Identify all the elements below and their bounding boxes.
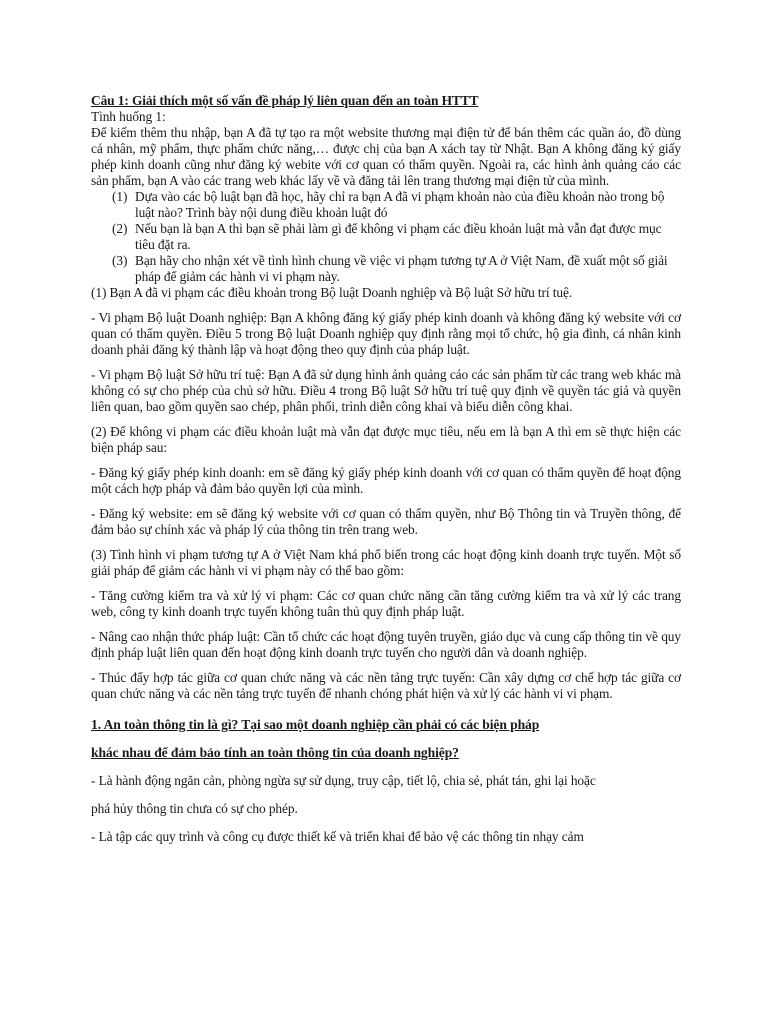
question-title: Câu 1: Giải thích một số vấn đề pháp lý liên quan đến an toàn HTTT: [91, 93, 479, 108]
question-text: Dựa vào các bộ luật bạn đã học, hãy chỉ ra bạn A đã vi phạm khoản nào của điều khoản nào trong bộ luật nào? Trình bày nội dung điều khoản luật đó: [135, 189, 665, 220]
answer-3-point-2: - Nâng cao nhận thức pháp luật: Cần tổ chức các hoạt động tuyên truyền, giáo dục và cung cấp thông tin về quy định pháp luật liên quan đến hoạt động kinh doanh trực tuyến cho người dân và doanh nghiệp.: [91, 629, 681, 660]
answer-2: (2) Để không vi phạm các điều khoản luật mà vẫn đạt được mục tiêu, nếu em là bạn A thì em sẽ thực hiện các biện pháp sau:: [91, 424, 681, 455]
document-body: [91, 93, 681, 845]
answer-2-point-1: - Đăng ký giấy phép kinh doanh: em sẽ đăng ký giấy phép kinh doanh với cơ quan có thẩm quyền để hoạt động một cách hợp pháp và đảm bảo quyền lợi của mình.: [91, 465, 681, 496]
question-text: Bạn hãy cho nhận xét về tình hình chung về việc vi phạm tương tự A ở Việt Nam, đề xuất một số giải pháp để giảm các hành vi vi phạm này.: [135, 253, 668, 284]
section-heading-line-2: khác nhau để đảm bảo tính an toàn thông tin của doanh nghiệp?: [91, 745, 459, 760]
answer-3: (3) Tình hình vi phạm tương tự A ở Việt Nam khá phổ biến trong các hoạt động kinh doanh trực tuyến. Một số giải pháp để giảm các hành vi vi phạm này có thể bao gồm:: [91, 547, 681, 578]
case-text: Để kiếm thêm thu nhập, bạn A đã tự tạo ra một website thương mại điện tử để bán thêm các quần áo, đồ dùng cá nhân, mỹ phẩm, thực phẩm chức năng,… được chị của bạn A xách tay từ Nhật. Bạn A không đăng ký giấy phép kinh doanh cũng như đăng ký webite với cơ quan có thẩm quyền. Ngoài ra, các hình ảnh quảng cáo các sản phẩm, bạn A vào các trang web khác lấy về và đăng tải lên trang thương mại điện tử của mình.: [91, 125, 681, 188]
answer-2-point-2: - Đăng ký website: em sẽ đăng ký website với cơ quan có thẩm quyền, như Bộ Thông tin và Truyền thông, để đảm bảo sự chính xác và pháp lý của thông tin trên trang web.: [91, 506, 681, 537]
answer-3-point-3: - Thúc đẩy hợp tác giữa cơ quan chức năng và các nền tảng trực tuyến: Cần xây dựng cơ chế hợp tác giữa cơ quan chức năng và các nền tảng trực tuyến để nhanh chóng phát hiện và xử lý các hành vi vi phạm.: [91, 670, 681, 701]
question-text: Nếu bạn là bạn A thì bạn sẽ phải làm gì để không vi phạm các điều khoản luật mà vẫn đạt được mục tiêu đặt ra.: [135, 221, 662, 252]
list-item: [91, 221, 681, 253]
question-number: (2): [112, 221, 128, 236]
question-list: [91, 189, 681, 285]
definition-line-2: phá hủy thông tin chưa có sự cho phép.: [91, 801, 298, 816]
answer-1-point-2: - Vi phạm Bộ luật Sở hữu trí tuệ: Bạn A đã sử dụng hình ảnh quảng cáo các sản phẩm từ các trang web khác mà không có sự cho phép của chủ sở hữu. Điều 4 trong Bộ luật Sở hữu trí tuệ quy định về quyền tác giả và quyền liên quan, bao gồm quyền sao chép, phân phối, trình diễn công khai và biểu diễn công khai.: [91, 367, 681, 414]
answer-3-point-1: - Tăng cường kiểm tra và xử lý vi phạm: Các cơ quan chức năng cần tăng cường kiểm tra và xử lý các trang web, công ty kinh doanh trực tuyến không tuân thủ quy định pháp luật.: [91, 588, 681, 619]
answer-1: (1) Bạn A đã vi phạm các điều khoản trong Bộ luật Doanh nghiệp và Bộ luật Sở hữu trí tuệ.: [91, 285, 573, 300]
answer-1-point-1: - Vi phạm Bộ luật Doanh nghiệp: Bạn A không đăng ký giấy phép kinh doanh và không đăng ký website với cơ quan có thẩm quyền. Điều 5 trong Bộ luật Doanh nghiệp quy định rằng mọi tổ chức, hộ gia đình, cá nhân kinh doanh phải đăng ký thành lập và hoạt động theo quy định của pháp luật.: [91, 310, 681, 357]
question-number: (3): [112, 253, 128, 268]
list-item: [91, 189, 681, 221]
definition-line-3: - Là tập các quy trình và công cụ được thiết kế và triển khai để bảo vệ các thông tin nhạy cảm: [91, 829, 584, 844]
question-number: (1): [112, 189, 128, 204]
definition-line-1: - Là hành động ngăn cản, phòng ngừa sự sử dụng, truy cập, tiết lộ, chia sẻ, phát tán, ghi lại hoặc: [91, 773, 596, 788]
section-heading-line-1: 1. An toàn thông tin là gì? Tại sao một doanh nghiệp cần phải có các biện pháp: [91, 717, 540, 732]
list-item: [91, 253, 681, 285]
case-label: Tình huống 1:: [91, 109, 166, 124]
